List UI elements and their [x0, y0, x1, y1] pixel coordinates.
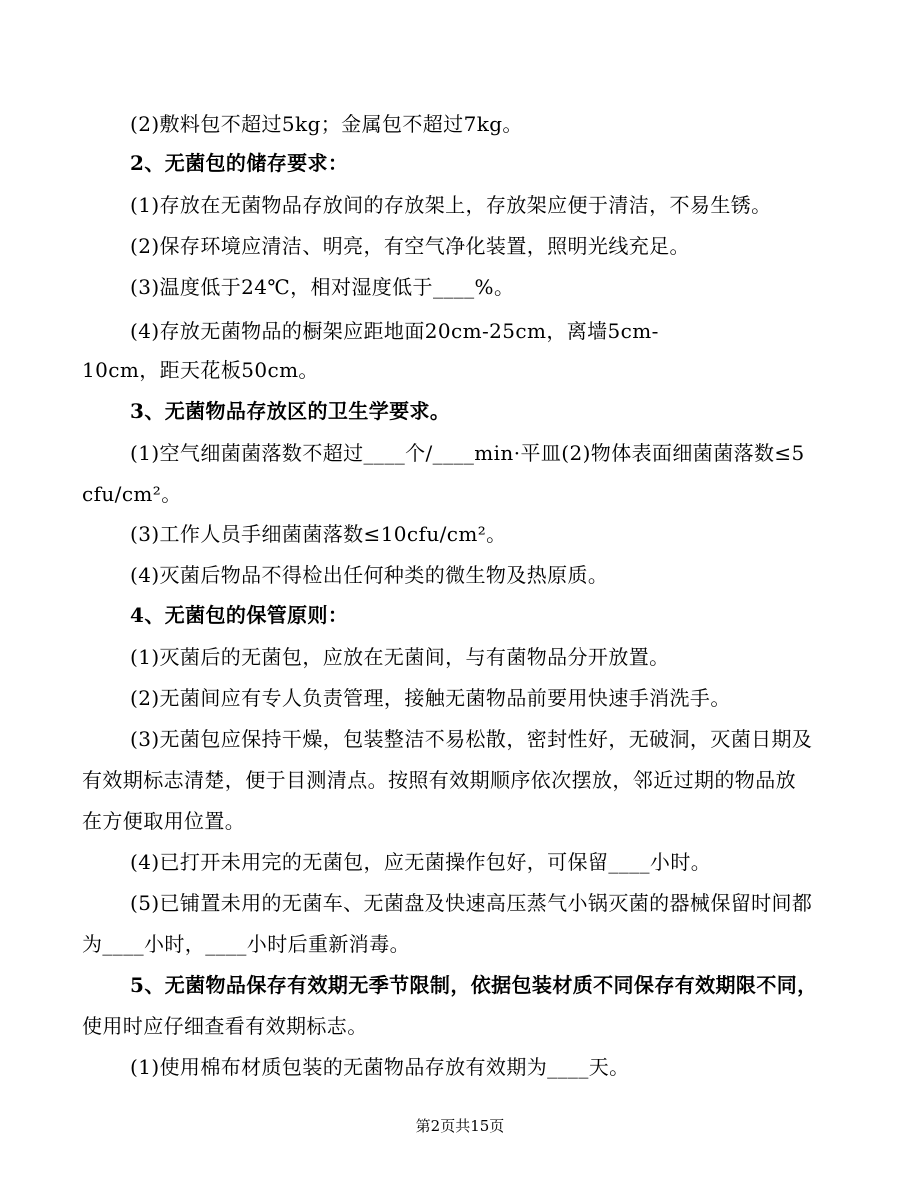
section-heading-5: 5、无菌物品保存有效期无季节限制，依据包装材质不同保存有效期限不同，: [130, 973, 818, 997]
text-line-12: (4)灭菌后物品不得检出任何种类的微生物及热原质。: [130, 563, 609, 587]
text-line-16: (3)无菌包应保持干燥，包装整洁不易松散，密封性好，无破洞，灭菌日期及: [130, 727, 813, 751]
text-line-24: (1)使用棉布材质包装的无菌物品存放有效期为____天。: [130, 1055, 630, 1079]
section-heading-2: 2、无菌包的储存要求：: [130, 151, 349, 175]
text-line-9: (1)空气细菌菌落数不超过____个/____min·平皿(2)物体表面细菌菌落数≤5: [130, 441, 805, 465]
text-line-5: (3)温度低于24℃，相对湿度低于____%。: [130, 275, 515, 299]
text-line-18: 在方便取用位置。: [82, 809, 246, 833]
text-line-14: (1)灭菌后的无菌包，应放在无菌间，与有菌物品分开放置。: [130, 645, 670, 669]
text-line-21: 为____小时，____小时后重新消毒。: [82, 932, 410, 956]
text-line-17: 有效期标志清楚，便于目测清点。按照有效期顺序依次摆放，邻近过期的物品放: [82, 768, 796, 792]
text-line-7: 10cm，距天花板50cm。: [82, 358, 319, 382]
section-heading-4: 4、无菌包的保管原则：: [130, 603, 349, 627]
page-number-footer: 第2页共15页: [415, 1117, 505, 1135]
text-line-15: (2)无菌间应有专人负责管理，接触无菌物品前要用快速手消洗手。: [130, 686, 731, 710]
text-line-1: (2)敷料包不超过5kg；金属包不超过7kg。: [130, 112, 523, 136]
text-line-11: (3)工作人员手细菌菌落数≤10cfu/cm²。: [130, 522, 507, 546]
text-line-10: cfu/cm²。: [82, 482, 182, 506]
text-line-19: (4)已打开未用完的无菌包，应无菌操作包好，可保留____小时。: [130, 850, 712, 874]
text-line-4: (2)保存环境应清洁、明亮，有空气净化装置，照明光线充足。: [130, 234, 690, 258]
text-line-6: (4)存放无菌物品的橱架应距地面20cm-25cm，离墙5cm-: [130, 319, 659, 343]
text-line-3: (1)存放在无菌物品存放间的存放架上，存放架应便于清洁，不易生锈。: [130, 193, 772, 217]
text-line-20: (5)已铺置未用的无菌车、无菌盘及快速高压蒸气小锅灭菌的器械保留时间都: [130, 891, 813, 915]
section-heading-3: 3、无菌物品存放区的卫生学要求。: [130, 399, 451, 423]
text-line-23: 使用时应仔细查看有效期标志。: [82, 1014, 368, 1038]
